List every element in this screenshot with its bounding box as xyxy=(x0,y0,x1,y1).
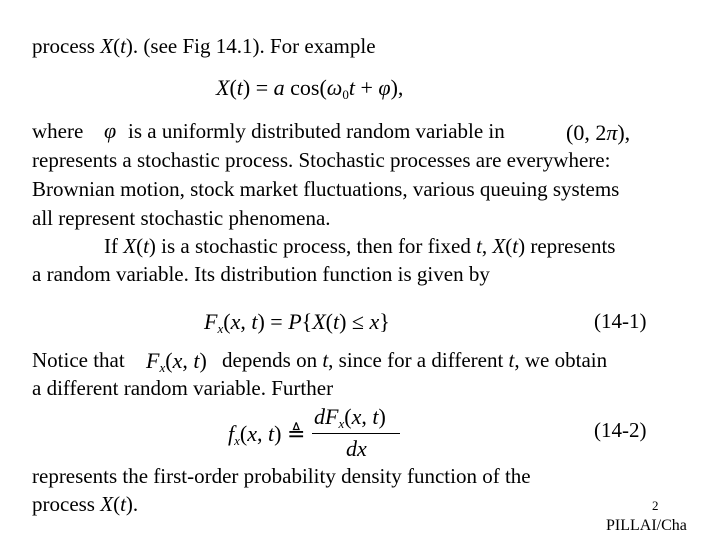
text-line-6: If X(t) is a stochastic process, then for fixed t, X(t) represents xyxy=(104,234,616,258)
text-line-4: Brownian motion, stock market fluctuations, various queuing systems xyxy=(32,177,620,201)
footer-author: PILLAI/Cha xyxy=(606,517,687,534)
equation-cosine: X(t) = a $\cos(\omega_0t + \varphi)$, xyxy=(216,75,404,102)
text-line-9: a different random variable. Further xyxy=(32,376,334,400)
equation-14-1: $F_x(x$, t) = P{X(t) ≤ x} xyxy=(204,309,390,336)
equation-14-2-label: (14-2) xyxy=(594,418,647,442)
text-line-2-rest: is a uniformly distributed random variable in xyxy=(128,119,505,143)
equation-14-2-numerator: $dF_x(x$, t) xyxy=(314,404,386,431)
text-line-7: a random variable. Its distribution function is given by xyxy=(32,262,490,286)
inline-F-x-t: $F_x(x$, t) xyxy=(146,348,207,375)
text-line-10: represents the first-order probability density function of the xyxy=(32,464,531,488)
text-line-1: process X(t). (see Fig 14.1). For example xyxy=(32,34,376,58)
text-line-8-start: Notice that xyxy=(32,348,125,372)
text-line-11: process X(t). xyxy=(32,492,139,516)
text-line-3: represents a stochastic process. Stochastic processes are everywhere: xyxy=(32,148,611,172)
equation-14-2-fraction-bar xyxy=(312,433,400,434)
interval-0-2pi: (0, 2π), xyxy=(566,120,631,145)
equation-14-2-denominator: dx xyxy=(346,436,367,461)
text-line-8-rest: depends on t, since for a different t, we obtain xyxy=(222,348,608,372)
equation-14-1-label: (14-1) xyxy=(594,309,647,333)
text-line-2-where: where xyxy=(32,119,84,143)
page-number: 2 xyxy=(652,498,659,513)
text-line-5: all represent stochastic phenomena. xyxy=(32,206,331,230)
phi-symbol: φ xyxy=(104,118,117,143)
equation-14-2-lhs: $f_x(x$, t) ≜ xyxy=(228,421,306,448)
